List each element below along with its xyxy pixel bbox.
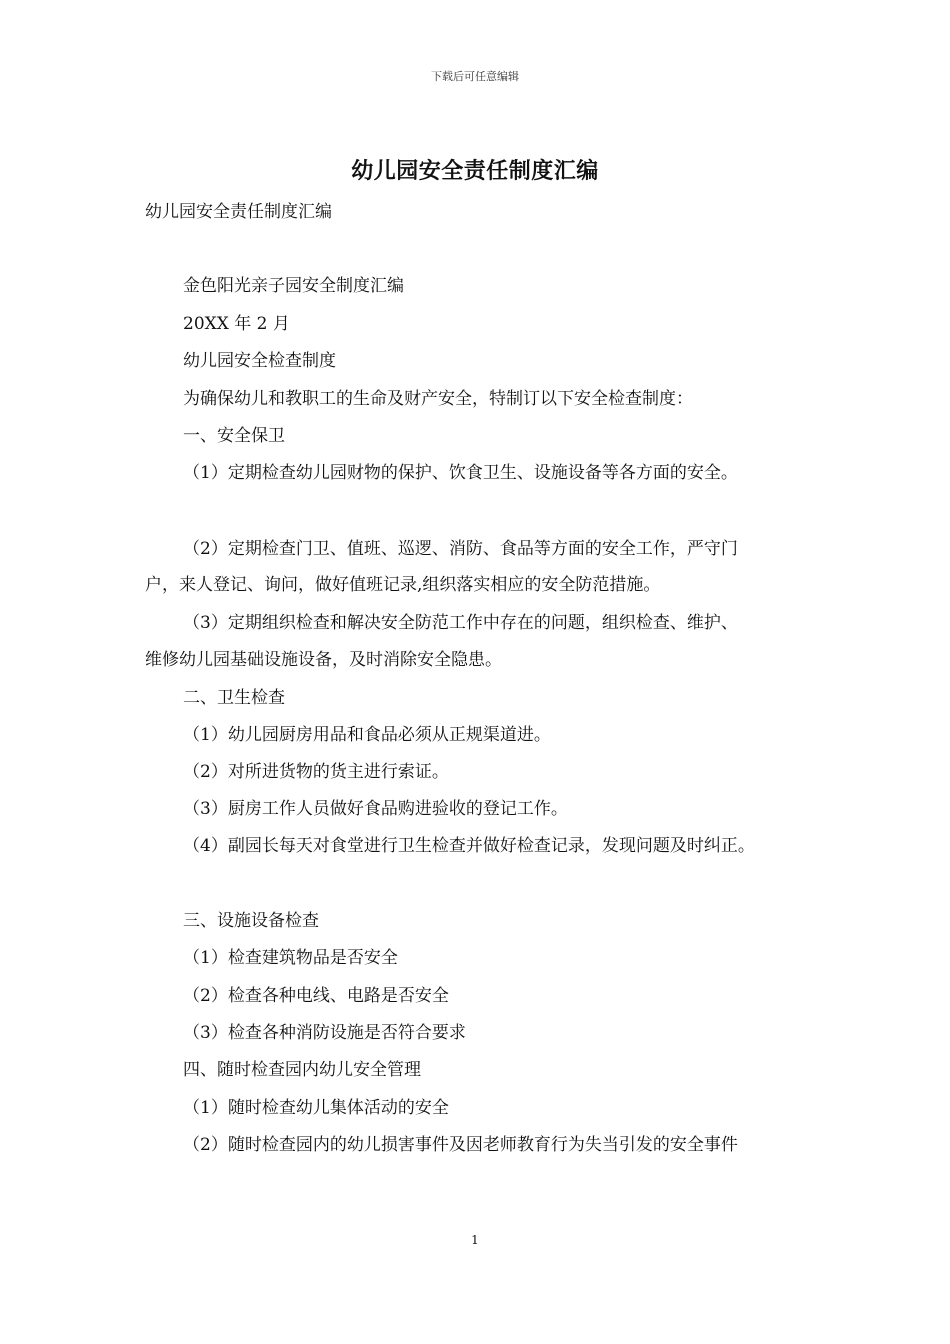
part4-item2: （2）随时检查园内的幼儿损害事件及因老师教育行为失当引发的安全事件: [183, 1135, 738, 1155]
part2-item1: （1）幼儿园厨房用品和食品必须从正规渠道进。: [183, 725, 551, 745]
part3-item3: （3）检查各种消防设施是否符合要求: [183, 1023, 466, 1043]
part2-item4: （4）副园长每天对食堂进行卫生检查并做好检查记录，发现问题及时纠正。: [183, 836, 755, 856]
date-line: 20XX 年 2 月: [183, 314, 290, 334]
part2-item3: （3）厨房工作人员做好食品购进验收的登记工作。: [183, 799, 568, 819]
part4-item1: （1）随时检查幼儿集体活动的安全: [183, 1098, 449, 1118]
part2-item2: （2）对所进货物的货主进行索证。: [183, 762, 449, 782]
part3-item1: （1）检查建筑物品是否安全: [183, 948, 398, 968]
part1-item3-line1: （3）定期组织检查和解决安全防范工作中存在的问题，组织检查、维护、: [183, 613, 738, 633]
part1-item1: （1）定期检查幼儿园财物的保护、饮食卫生、设施设备等各方面的安全。: [183, 463, 738, 483]
section-heading: 幼儿园安全检查制度: [183, 351, 336, 371]
document-title: 幼儿园安全责任制度汇编: [351, 158, 599, 184]
part1-item2-line1: （2）定期检查门卫、值班、巡逻、消防、食品等方面的安全工作，严守门: [183, 539, 738, 559]
intro-paragraph: 为确保幼儿和教职工的生命及财产安全，特制订以下安全检查制度：: [183, 389, 693, 409]
org-title: 金色阳光亲子园安全制度汇编: [183, 276, 404, 296]
part4-heading: 四、随时检查园内幼儿安全管理: [183, 1060, 421, 1080]
part3-item2: （2）检查各种电线、电路是否安全: [183, 986, 449, 1006]
part1-heading: 一、安全保卫: [183, 426, 285, 446]
part1-item2-line2: 户，来人登记、询问，做好值班记录,组织落实相应的安全防范措施。: [145, 575, 661, 595]
header-note: 下载后可任意编辑: [431, 70, 519, 83]
page-number: 1: [471, 1233, 479, 1247]
part2-heading: 二、卫生检查: [183, 688, 285, 708]
part1-item3-line2: 维修幼儿园基础设施设备，及时消除安全隐患。: [145, 650, 502, 670]
part3-heading: 三、设施设备检查: [183, 911, 319, 931]
subtitle: 幼儿园安全责任制度汇编: [145, 202, 332, 222]
